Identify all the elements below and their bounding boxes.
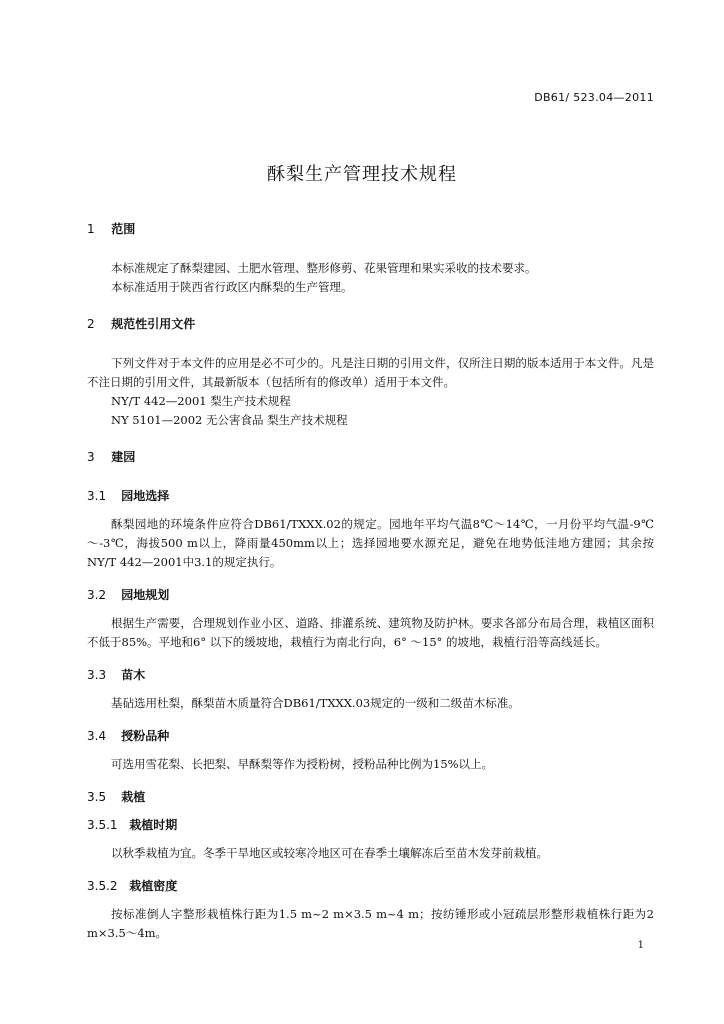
subsection-title: 栽植 — [121, 790, 146, 804]
subsection-heading-3-3 — [87, 666, 654, 683]
subsection-heading-3-5-2 — [87, 877, 654, 894]
subsection-number: 3.2 — [87, 588, 107, 602]
section-title: 范围 — [111, 222, 136, 236]
document-code: DB61/ 523.04—2011 — [534, 91, 654, 104]
subsection-number: 3.5 — [87, 790, 107, 804]
reference-item: NY/T 442—2001 梨生产技术规程 — [111, 394, 291, 408]
subsection-number: 3.5.1 — [87, 818, 118, 832]
reference-item: NY 5101—2002 无公害食品 梨生产技术规程 — [111, 413, 348, 427]
subsection-title: 授粉品种 — [121, 729, 170, 743]
paragraph: 酥梨园地的环境条件应符合DB61/TXXX.02的规定。园地年平均气温8℃～14℃，一月份平均气温-9℃～-3℃，海拔500 m以上，降雨量450mm以上；选择园地要水源充足，避免在地势低洼地方建园；其余按NY/T 442—2001中3.1的规定执行。 — [87, 517, 654, 569]
page-number: 1 — [637, 940, 644, 951]
section-number: 1 — [87, 222, 95, 236]
subsection-title: 园地选择 — [121, 489, 170, 503]
document-title: 酥梨生产管理技术规程 — [267, 164, 457, 185]
paragraph: 按标准倒人字整形栽植株行距为1.5 m~2 m×3.5 m~4 m；按纺锤形或小冠疏层形整形栽植株行距为2 m×3.5～4m。 — [87, 907, 654, 940]
document-body — [87, 220, 654, 943]
section-title: 规范性引用文件 — [111, 317, 196, 331]
subsection-title: 栽植密度 — [129, 879, 178, 893]
paragraph: 本标准适用于陕西省行政区内酥梨的生产管理。 — [111, 280, 353, 294]
subsection-heading-3-2 — [87, 586, 654, 603]
section-number: 3 — [87, 450, 95, 464]
subsection-heading-3-5 — [87, 788, 654, 805]
subsection-number: 3.4 — [87, 729, 107, 743]
subsection-heading-3-5-1 — [87, 816, 654, 833]
section-heading-2 — [87, 315, 654, 332]
section-heading-3 — [87, 448, 654, 465]
subsection-heading-3-4 — [87, 727, 654, 744]
subsection-title: 栽植时期 — [129, 818, 178, 832]
subsection-number: 3.1 — [87, 489, 107, 503]
subsection-title: 苗木 — [121, 668, 146, 682]
section-title: 建园 — [111, 450, 136, 464]
paragraph: 可选用雪花梨、长把梨、早酥梨等作为授粉树，授粉品种比例为15%以上。 — [111, 757, 494, 771]
section-heading-1 — [87, 220, 654, 237]
subsection-number: 3.5.2 — [87, 879, 118, 893]
paragraph: 以秋季栽植为宜。冬季干旱地区或较寒冷地区可在春季土壤解冻后至苗木发芽前栽植。 — [111, 846, 548, 860]
paragraph: 本标准规定了酥梨建园、土肥水管理、整形修剪、花果管理和果实采收的技术要求。 — [111, 261, 537, 275]
paragraph: 根据生产需要，合理规划作业小区、道路、排灌系统、建筑物及防护林。要求各部分布局合理，栽植区面积不低于85%。平地和6° 以下的缓坡地，栽植行为南北行向，6° ～15° 的坡地，栽植行沿等高线延长。 — [87, 616, 654, 649]
subsection-number: 3.3 — [87, 668, 107, 682]
paragraph: 下列文件对于本文件的应用是必不可少的。凡是注日期的引用文件，仅所注日期的版本适用于本文件。凡是不注日期的引用文件，其最新版本（包括所有的修改单）适用于本文件。 — [87, 356, 654, 389]
paragraph: 基砧选用杜梨，酥梨苗木质量符合DB61/TXXX.03规定的一级和二级苗木标准。 — [111, 696, 520, 710]
section-number: 2 — [87, 317, 95, 331]
subsection-heading-3-1 — [87, 487, 654, 504]
subsection-title: 园地规划 — [121, 588, 170, 602]
